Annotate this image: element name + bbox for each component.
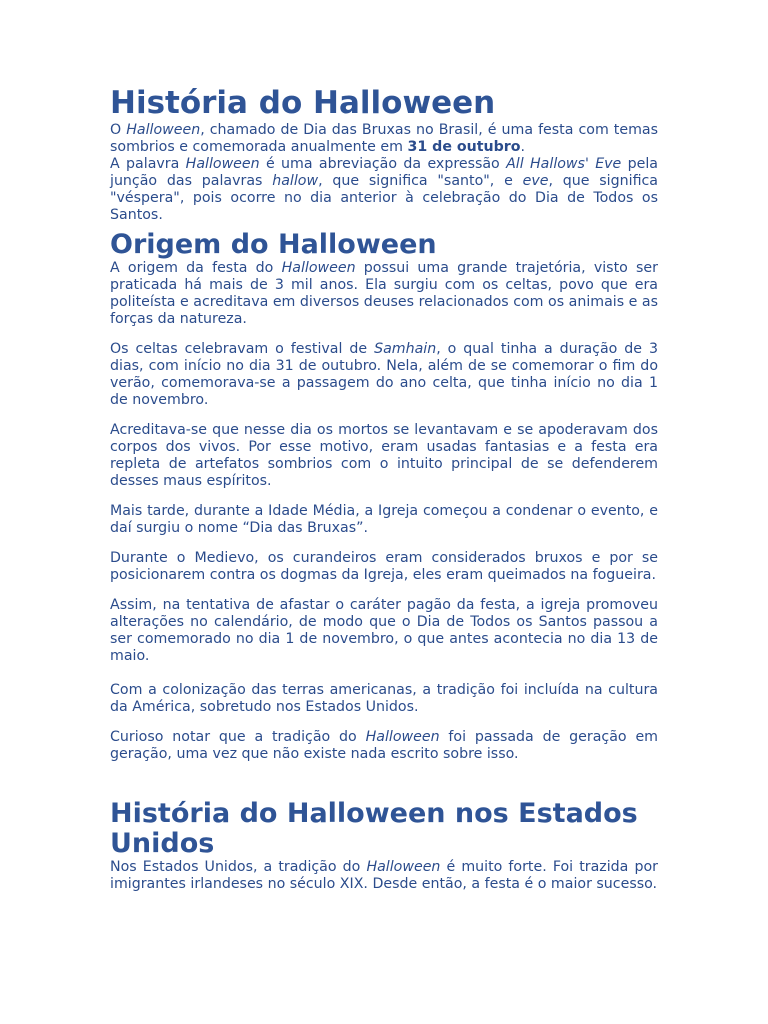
text-run: A palavra [110,156,186,172]
text-run: Curioso notar que a tradição do [110,729,366,745]
text-run: possui uma grande trajetória, visto ser praticada há mais de 3 mil anos. Ela surgiu com os celtas, povo que era politeísta e acreditava em diversos deuses relacionados com os animais e as forças da natureza. [110,260,658,327]
origem-paragraph-4: Mais tarde, durante a Idade Média, a Igreja começou a condenar o evento, e daí surgiu o nome “Dia das Bruxas”. [110,503,658,536]
origem-paragraph-6: Assim, na tentativa de afastar o caráter pagão da festa, a igreja promoveu alterações no calendário, de modo que o Dia de Todos os Santos passou a ser comemorado no dia 1 de novembro, o que antes acontecia no dia 13 de maio. [110,597,658,664]
intro-paragraph-1 [110,122,658,156]
origem-paragraph-3: Acreditava-se que nesse dia os mortos se levantavam e se apoderavam dos corpos dos vivos. Por esse motivo, eram usadas fantasias e a festa era repleta de artefatos sombrios com o intuito principal de se defenderem desses maus espíritos. [110,422,658,489]
origem-paragraph-2 [110,341,658,409]
text-run: é uma abreviação da expressão [259,156,507,172]
section-heading-eua: História do Halloween nos Estados Unidos [110,798,638,859]
intro-paragraph-2 [110,156,658,224]
origem-paragraph-7: Com a colonização das terras americanas, a tradição foi incluída na cultura da América, sobretudo nos Estados Unidos. [110,682,658,715]
italic-term: All Hallows [506,156,585,172]
italic-term: Halloween [365,729,440,745]
italic-term: Halloween [366,859,441,875]
text-run: é muito forte. Foi trazida por imigrantes irlandeses no século XIX. Desde então, a festa é o maior sucesso. [110,859,658,892]
italic-term: Eve [595,156,622,172]
text-run: , chamado de Dia das Bruxas no Brasil, é uma festa com temas sombrios e comemorada anualmente em [110,122,658,155]
text-run: . [520,139,526,155]
text-run: ' [584,156,596,172]
origem-paragraph-8 [110,729,658,763]
italic-term: eve [522,173,549,189]
text-run: foi passada de geração em geração, uma vez que não existe nada escrito sobre isso. [110,729,658,762]
text-run: pela junção das palavras [110,156,658,189]
text-run: , que significa "santo", e [318,173,523,189]
document-page [110,84,658,893]
italic-term: Halloween [185,156,260,172]
origem-paragraph-1 [110,260,658,328]
text-run: O [110,122,127,138]
text-run: , o qual tinha a duração de 3 dias, com início no dia 31 de outubro. Nela, além de se comemorar o fim do verão, comemorava-se a passagem do ano celta, que tinha início no dia 1 de novembro. [110,341,659,408]
italic-term: hallow [272,173,319,189]
text-run: A origem da festa do [110,260,282,276]
page-title: História do Halloween [110,85,496,121]
text-run: Os celtas celebravam o festival de [110,341,375,357]
italic-term: Samhain [374,341,437,357]
eua-paragraph-1 [110,859,658,893]
bold-date: 31 de outubro [407,139,521,155]
text-run: Nos Estados Unidos, a tradição do [110,859,367,875]
italic-term: Halloween [126,122,201,138]
origem-paragraph-5: Durante o Medievo, os curandeiros eram considerados bruxos e por se posicionarem contra os dogmas da Igreja, eles eram queimados na fogueira. [110,550,658,583]
text-run: , que significa "véspera", pois ocorre no dia anterior à celebração do Dia de Todos os Santos. [110,173,658,223]
section-heading-origem: Origem do Halloween [110,229,437,260]
italic-term: Halloween [281,260,356,276]
